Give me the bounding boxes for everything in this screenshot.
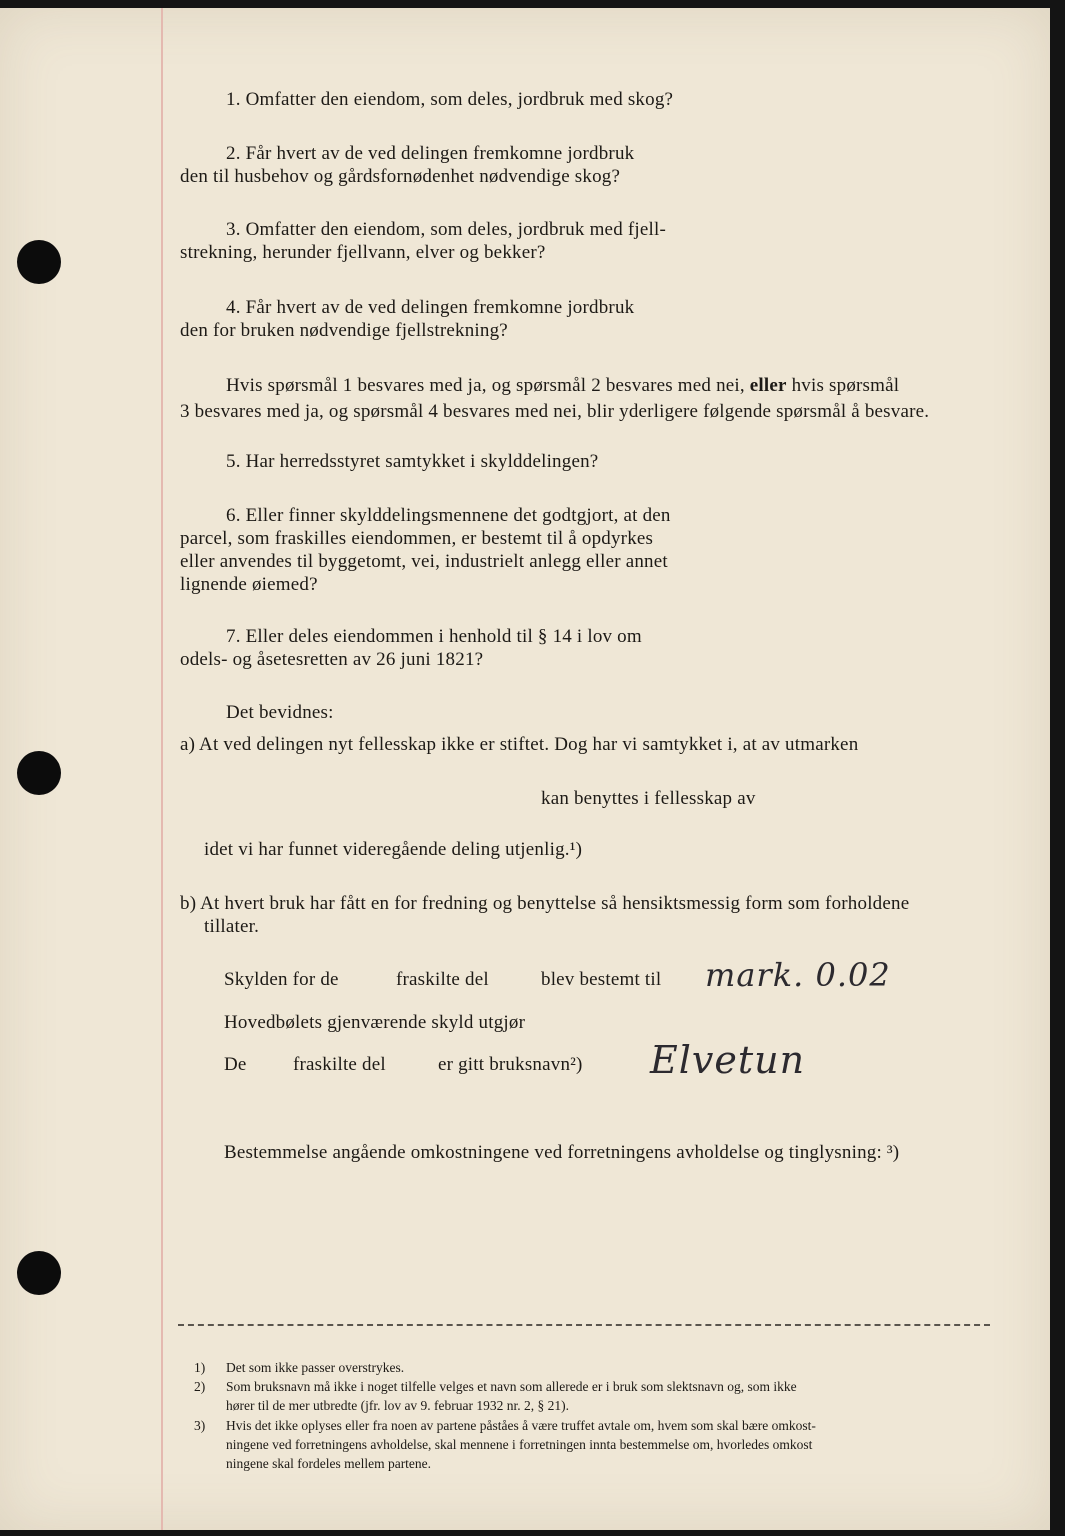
- question-2-line-1: 2. Får hvert av de ved delingen fremkomne jordbruk: [226, 143, 635, 164]
- question-3-line-2: strekning, herunder fjellvann, elver og bekker?: [180, 242, 546, 263]
- question-3-line-1: 3. Omfatter den eiendom, som deles, jordbruk med fjell-: [226, 219, 666, 240]
- question-6-line-3: eller anvendes til byggetomt, vei, industrielt anlegg eller annet: [180, 551, 668, 572]
- question-7-line-1: 7. Eller deles eiendommen i henhold til § 14 i lov om: [226, 626, 642, 647]
- punch-hole: [17, 240, 61, 284]
- question-4-line-1: 4. Får hvert av de ved delingen fremkomne jordbruk: [226, 297, 635, 318]
- bevis-a-line-3: idet vi har funnet videregående deling utjenlig.¹): [204, 839, 583, 860]
- handwritten-bruksnavn: Elvetun: [650, 1038, 806, 1082]
- question-7-line-2: odels- og åsetesretten av 26 juni 1821?: [180, 649, 484, 670]
- footnote-3-cont-2: ningene skal fordeles mellem partene.: [226, 1456, 432, 1471]
- conditional-line-1: Hvis spørsmål 1 besvares med ja, og spørsmål 2 besvares med nei, eller hvis spørsmål: [226, 375, 900, 396]
- bruksnavn-label-2: fraskilte del: [293, 1054, 386, 1075]
- footnote-divider: [178, 1324, 990, 1326]
- skyld-label-1: Skylden for de: [224, 969, 339, 990]
- question-6-line-4: lignende øiemed?: [180, 574, 318, 595]
- punch-hole: [17, 1251, 61, 1295]
- skyld-label-2: fraskilte del: [396, 969, 489, 990]
- footnote-3-cont-1: ningene ved forretningens avholdelse, skal mennene i forretningen innta bestemmelse om, hvorledes omkost: [226, 1437, 813, 1452]
- bevis-b-line-2: tillater.: [204, 916, 260, 937]
- punch-hole: [17, 751, 61, 795]
- bevis-a-line-1: a) At ved delingen nyt fellesskap ikke er stiftet. Dog har vi samtykket i, at av utmarken: [180, 734, 859, 755]
- footnote-2-cont: hører til de mer utbredte (jfr. lov av 9. februar 1932 nr. 2, § 21).: [226, 1398, 570, 1413]
- conditional-line-2: 3 besvares med ja, og spørsmål 4 besvares med nei, blir yderligere følgende spørsmål å besvare.: [180, 401, 930, 422]
- question-4-line-2: den for bruken nødvendige fjellstrekning?: [180, 320, 508, 341]
- margin-line: [161, 8, 163, 1530]
- document-page: [0, 8, 1050, 1530]
- question-6-line-2: parcel, som fraskilles eiendommen, er bestemt til å opdyrkes: [180, 528, 654, 549]
- footnote-3: 3) Hvis det ikke oplyses eller fra noen av partene påståes å være truffet avtale om, hvem som skal bære omkost-: [194, 1418, 816, 1433]
- footnote-1: 1) Det som ikke passer overstrykes.: [194, 1360, 405, 1375]
- footnote-2: 2) Som bruksnavn må ikke i noget tilfelle velges et navn som allerede er i bruk som slektsnavn og, som ikke: [194, 1379, 797, 1394]
- handwritten-skyld-value: mark. 0.02: [705, 956, 891, 994]
- bruksnavn-label-1: De: [224, 1054, 247, 1075]
- bevis-a-line-2: kan benyttes i fellesskap av: [541, 788, 756, 809]
- question-5: 5. Har herredsstyret samtykket i skylddelingen?: [226, 451, 599, 472]
- bestemmelse: Bestemmelse angående omkostningene ved forretningens avholdelse og tinglysning: ³): [224, 1142, 900, 1163]
- bevis-b-line-1: b) At hvert bruk har fått en for fredning og benyttelse så hensiktsmessig form som forholdene: [180, 893, 910, 914]
- question-1: 1. Omfatter den eiendom, som deles, jordbruk med skog?: [226, 89, 674, 110]
- question-6-line-1: 6. Eller finner skylddelingsmennene det godtgjort, at den: [226, 505, 671, 526]
- bevis-heading: Det bevidnes:: [226, 702, 334, 723]
- hovedbol-skyld: Hovedbølets gjenværende skyld utgjør: [224, 1012, 526, 1033]
- bruksnavn-label-3: er gitt bruksnavn²): [438, 1054, 583, 1075]
- skyld-label-3: blev bestemt til: [541, 969, 662, 990]
- question-2-line-2: den til husbehov og gårdsfornødenhet nødvendige skog?: [180, 166, 621, 187]
